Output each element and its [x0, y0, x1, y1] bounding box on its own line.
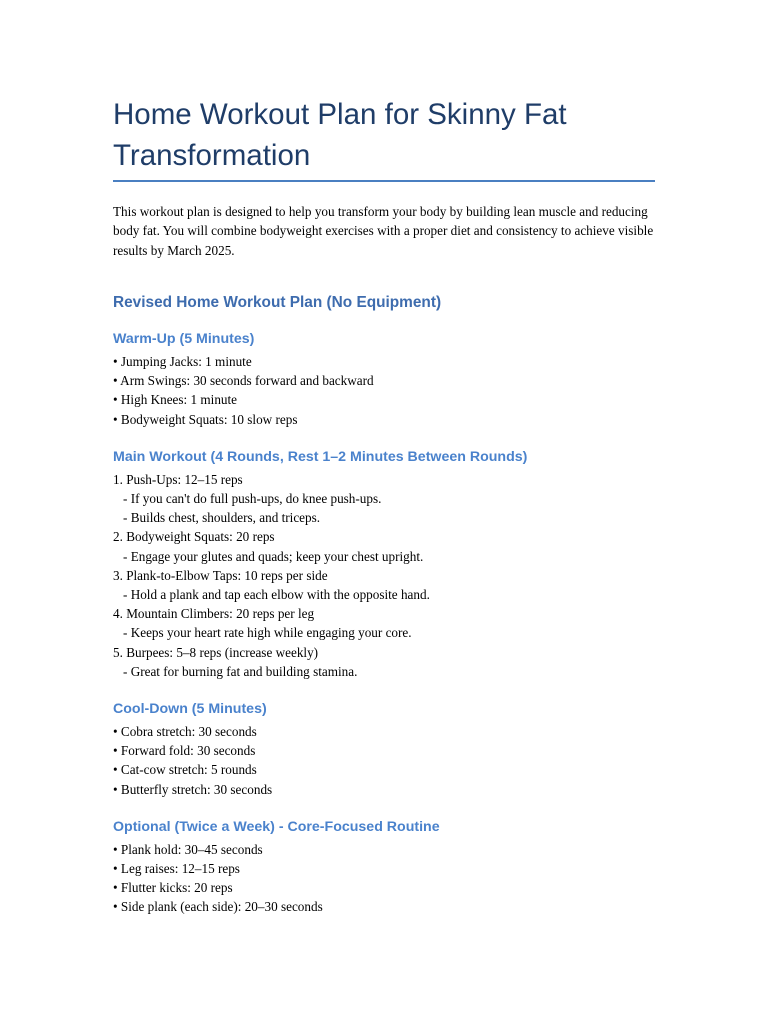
list-item: • Plank hold: 30–45 seconds [113, 841, 263, 857]
list-subitem: - Great for burning fat and building stamina. [123, 663, 358, 679]
warmup-heading: Warm-Up (5 Minutes) [113, 330, 255, 347]
main-workout-list [113, 470, 655, 681]
document-title: Home Workout Plan for Skinny Fat Transformation [113, 98, 567, 172]
list-item: • Arm Swings: 30 seconds forward and backward [113, 373, 374, 389]
cooldown-heading: Cool-Down (5 Minutes) [113, 700, 267, 717]
list-item: • Cat-cow stretch: 5 rounds [113, 762, 257, 778]
cooldown-list [113, 722, 655, 799]
list-item: 2. Bodyweight Squats: 20 reps [113, 529, 275, 545]
optional-core-list [113, 840, 655, 917]
list-subitem: - Engage your glutes and quads; keep your chest upright. [123, 548, 424, 564]
plan-heading: Revised Home Workout Plan (No Equipment) [113, 293, 442, 311]
list-item: 4. Mountain Climbers: 20 reps per leg [113, 606, 315, 622]
list-subitem: - Keeps your heart rate high while engaging your core. [123, 625, 412, 641]
list-item: • Flutter kicks: 20 reps [113, 880, 233, 896]
list-item: • Side plank (each side): 20–30 seconds [113, 899, 323, 915]
list-item: 3. Plank-to-Elbow Taps: 10 reps per side [113, 567, 328, 583]
list-item: 5. Burpees: 5–8 reps (increase weekly) [113, 644, 319, 660]
title-underline [113, 180, 655, 182]
intro-paragraph: This workout plan is designed to help you transform your body by building lean muscle and reducing body fat. You will combine bodyweight exercises with a proper diet and consistency to achieve visible results by March 2025. [113, 204, 654, 258]
list-item: 1. Push-Ups: 12–15 reps [113, 471, 243, 487]
list-item: • High Knees: 1 minute [113, 392, 238, 408]
list-subitem: - Hold a plank and tap each elbow with the opposite hand. [123, 586, 430, 602]
list-item: • Cobra stretch: 30 seconds [113, 723, 257, 739]
document-page [113, 94, 655, 917]
list-item: • Bodyweight Squats: 10 slow reps [113, 411, 298, 427]
list-item: • Forward fold: 30 seconds [113, 743, 256, 759]
list-item: • Leg raises: 12–15 reps [113, 860, 240, 876]
optional-core-heading: Optional (Twice a Week) - Core-Focused Routine [113, 818, 440, 835]
list-subitem: - If you can't do full push-ups, do knee push-ups. [123, 490, 382, 506]
list-item: • Jumping Jacks: 1 minute [113, 353, 252, 369]
warmup-list [113, 352, 655, 429]
list-item: • Butterfly stretch: 30 seconds [113, 781, 273, 797]
list-subitem: - Builds chest, shoulders, and triceps. [123, 510, 321, 526]
main-workout-heading: Main Workout (4 Rounds, Rest 1–2 Minutes Between Rounds) [113, 448, 528, 465]
